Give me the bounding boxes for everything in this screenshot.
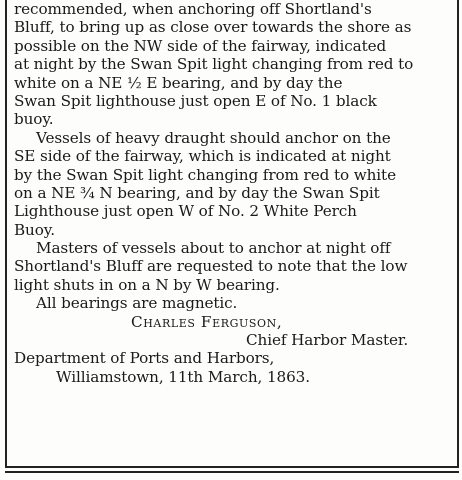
text-line: recommended, when anchoring off Shortland's <box>14 0 372 18</box>
text-line: SE side of the fairway, which is indicated at night <box>14 147 391 166</box>
left-border-rule <box>5 0 7 466</box>
text-line: buoy. <box>14 110 54 129</box>
text-line: Swan Spit lighthouse just open E of No. 1 black <box>14 91 377 110</box>
text-line: on a NE ¾ N bearing, and by day the Swan Spit <box>14 183 380 202</box>
signature-title: Chief Harbor Master. <box>246 331 409 350</box>
bottom-rule-double <box>5 471 459 473</box>
text-line: Shortland's Bluff are requested to note that the low <box>14 257 408 276</box>
paragraph-start: All bearings are magnetic. <box>36 294 238 313</box>
text-line: Bluff, to bring up as close over towards the shore as <box>14 18 412 37</box>
paragraph-start: Masters of vessels about to anchor at night off <box>36 239 391 258</box>
right-border-rule <box>457 0 459 466</box>
text-line: at night by the Swan Spit light changing from red to <box>14 55 414 74</box>
text-line: Lighthouse just open W of No. 2 White Perch <box>14 202 357 221</box>
text-line: light shuts in on a N by W bearing. <box>14 275 280 294</box>
place-date: Williamstown, 11th March, 1863. <box>56 367 310 386</box>
text-line: possible on the NW side of the fairway, indicated <box>14 36 387 55</box>
signature-name: Charles Ferguson, <box>131 312 283 331</box>
paragraph-start: Vessels of heavy draught should anchor on the <box>36 128 391 147</box>
text-line: Buoy. <box>14 220 55 239</box>
text-line: white on a NE ½ E bearing, and by day the <box>14 73 343 92</box>
department-name: Department of Ports and Harbors, <box>14 349 275 368</box>
text-line: by the Swan Spit light changing from red to white <box>14 165 396 184</box>
notice-text <box>14 0 454 386</box>
bottom-rule <box>5 466 459 468</box>
